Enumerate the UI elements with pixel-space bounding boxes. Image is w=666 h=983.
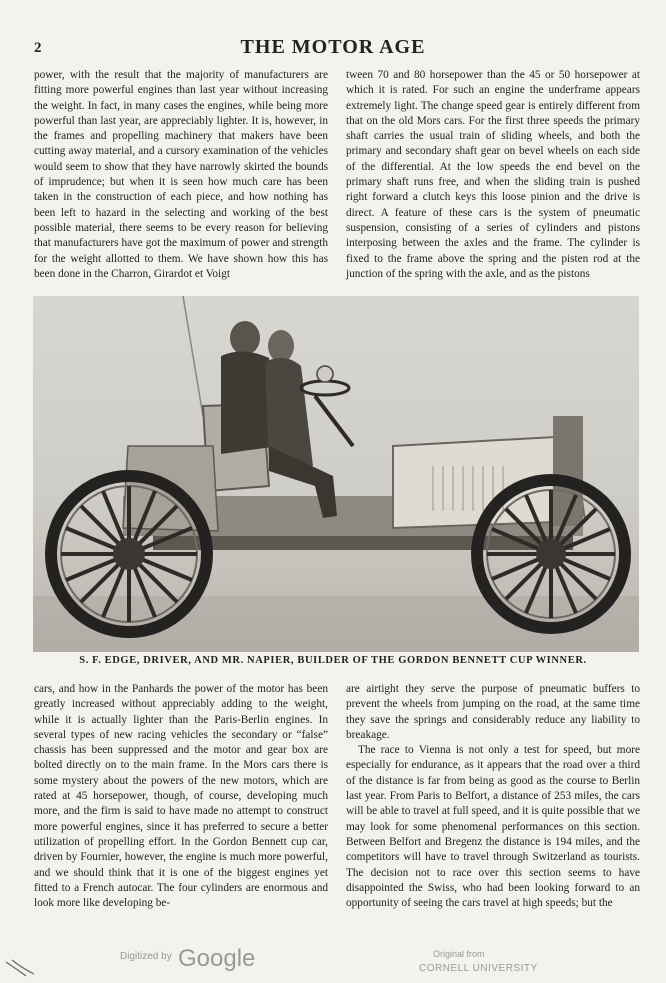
- google-logo: Google: [178, 945, 256, 972]
- race-car-illustration: [33, 296, 639, 652]
- rear-wheel: [51, 476, 207, 632]
- digitized-by-label: Digitized by: [120, 951, 172, 962]
- column-bottom-right: [346, 682, 640, 911]
- paragraph: are airtight they serve the purpose of pneumatic buffers to prevent the wheels from jumping on the road, at the same time they save the springs and considerably reduce any liability to breakage.: [346, 683, 640, 741]
- figure-caption: S. F. EDGE, DRIVER, AND MR. NAPIER, BUILDER OF THE GORDON BENNETT CUP WINNER.: [79, 655, 587, 666]
- original-from-label: Original from: [433, 949, 485, 959]
- paragraph: tween 70 and 80 horsepower than the 45 or 50 horsepower at which it is rated. For such an engine the underframe appears extremely light. The change speed gear is entirely different from that on the old Mors cars. For the first three speeds the primary shaft carries the usual train of sliding wheels, and both the primary and secondary shaft gear on bevel wheels on each side of the differential. At the low speeds the end bevel on the primary shaft runs free, and when the sliding train is pushed right forward a clutch keys this loose pinion and the drive is direct. A feature of these cars is the system of pneumatic suspension, consisting of a series of cylinders and pistons interposing between the axles and the frame. The cylinder is fixed to the frame above the spring and the pisten rod at the junction of the spring with the axle, and as the pistons: [346, 69, 640, 280]
- column-top-left: [34, 68, 328, 282]
- front-wheel: [477, 480, 625, 628]
- race-car-photo: [33, 296, 639, 652]
- paragraph: power, with the result that the majority of manufacturers are fitting more powerful engines than last year without increasing the weight. In fact, in many cases the engines, while being more powerful than last year, are appreciably lighter. It is, however, in the frames and propelling machinery that makers have been cutting away material, and a cursory examination of the vehicles would seem to show that they have narrowly skirted the bounds of imprudence; but when it is seen how much care has been taken in the construction of each piece, and how nothing has been left to hazard in the selecting and working of the best possible material, there seems to be every reason for believing that manufacturers have got the maximum of power and strength for the weight allotted to them. We have shown how this has been done in the Charron, Girardot et Voigt: [34, 69, 328, 280]
- institution-label: CORNELL UNIVERSITY: [419, 963, 538, 974]
- paragraph: cars, and how in the Panhards the power of the motor has been greatly increased without appreciably adding to the weight, while it is actually lighter than the Paris-Berlin engines. In several types of new racing vehicles the secondary or “false” chassis has been suppressed and the motor and gear box are bolted directly on to the main frame. In the Mors cars there is some mystery about the powers of the new motors, which are rated at 45 horsepower, though, of course, developing much more, and the firm is said to have made no attempt to construct more powerful engines, since it has preferred to secure a better utilization of propelling effort. In the Gordon Bennett cup car, driven by Fournier, however, the engine is much more powerful, and we should think that it is one of the biggest engines yet fitted to a French autocar. The four cylinders are enormous and look more like developing be-: [34, 683, 328, 910]
- paragraph: The race to Vienna is not only a test for speed, but more especially for endurance, as it appears that the road over a third of the distance is far from being as good as the course to Berlin last year. From Paris to Belfort, a distance of 253 miles, the cars will be able to travel at full speed, and it is quite possible that we may look for some phenomenal performances on this section. Between Belfort and Bregenz the distance is 194 miles, and the competitors will have to travel through Switzerland as tourists. The decision not to race over this section seems to have disappointed the Swiss, who had been looking forward to an opportunity of seeing the cars travel at high speeds; but the: [346, 744, 640, 910]
- column-bottom-left: [34, 682, 328, 911]
- scan-artifact-mark: [4, 958, 64, 978]
- column-top-right: [346, 68, 640, 282]
- running-head: THE MOTOR AGE: [240, 36, 426, 58]
- page-number: 2: [34, 40, 42, 56]
